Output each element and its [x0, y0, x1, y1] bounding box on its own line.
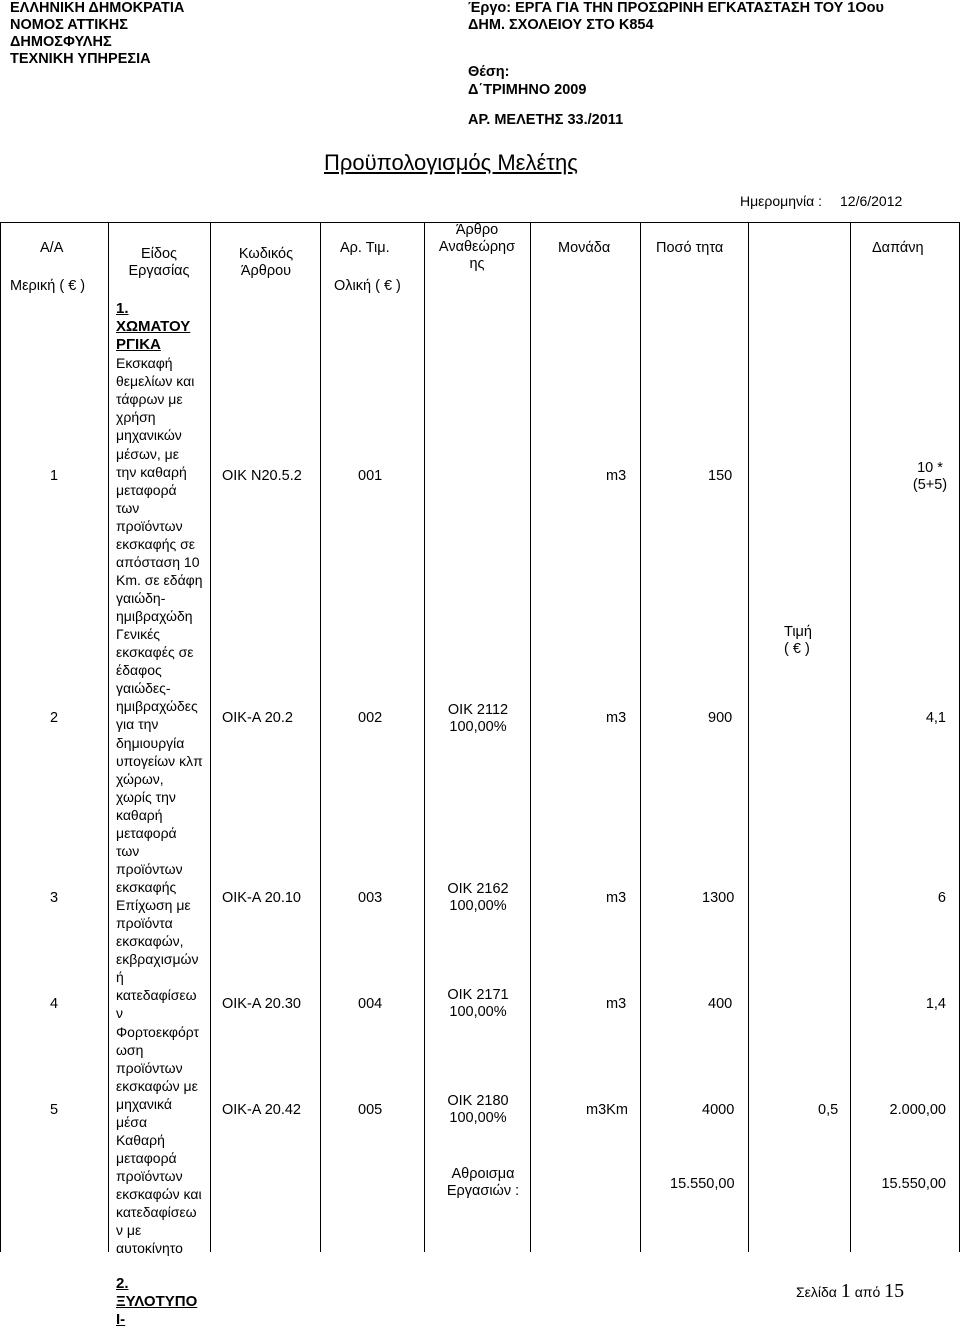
row-code: ΟΙΚ-Α 20.2 [222, 710, 293, 726]
org-line: ΔΗΜΟΣΦΥΛΗΣ [10, 34, 112, 50]
row-price-no: 001 [358, 468, 383, 484]
study-number: ΑΡ. ΜΕΛΕΤΗΣ 33./2011 [468, 112, 624, 128]
work-description [116, 300, 216, 1330]
spacer [116, 1257, 216, 1275]
description-line: Εκσκαφή [116, 355, 173, 372]
description-line: απόσταση 10 [116, 553, 200, 570]
row-code: ΟΙΚ-Α 20.10 [222, 890, 301, 906]
date-value: 12/6/2012 [840, 193, 903, 209]
row-revision [428, 1093, 528, 1127]
row-price: 0,5 [818, 1102, 839, 1118]
org-line: ΤΕΧΝΙΚΗ ΥΠΗΡΕΣΙΑ [10, 51, 151, 67]
col-header-revision-line: Αναθεώρησ [438, 239, 516, 255]
description-line: μέσων, με [116, 445, 179, 462]
row-aa: 5 [50, 1102, 59, 1118]
totals-label-line: Αθροισμα [451, 1166, 515, 1182]
description-line: μηχανικά [116, 1095, 172, 1112]
section-heading: ΧΩΜΑΤΟΥ [116, 318, 191, 336]
col-header-type-line: Εργασίας [128, 263, 190, 279]
column-divider [108, 222, 109, 1252]
col-header-price-no: Αρ. Τιμ. [340, 240, 390, 256]
row-price-no: 002 [358, 710, 383, 726]
description-line: μηχανικών [116, 427, 182, 444]
description-line: προϊόντων [116, 860, 183, 877]
column-divider [320, 222, 321, 1252]
description-line: προϊόντων [116, 517, 183, 534]
row-qty: 1300 [702, 890, 735, 906]
description-line: τάφρων με [116, 391, 183, 408]
column-divider [530, 222, 531, 1252]
description-line: ωση [116, 1041, 144, 1058]
project-title-line2: ΔΗΜ. ΣΧΟΛΕΙΟΥ ΣΤΟ Κ854 [468, 17, 654, 33]
column-divider [850, 222, 851, 1252]
row-revision [428, 987, 528, 1021]
description-line: Επίχωση με [116, 897, 191, 914]
row-revision-pct: 100,00% [449, 1004, 507, 1020]
description-line: Km. σε εδάφη [116, 571, 203, 588]
description-line: γαιώδες- [116, 680, 171, 697]
section-heading: Ι- [116, 1311, 126, 1329]
description-line: δημιουργία [116, 734, 185, 751]
row-revision [428, 881, 528, 915]
project-header [468, 0, 884, 34]
col-header-type [112, 246, 206, 280]
description-line: εκσκαφών, [116, 933, 184, 950]
description-line: υπογείων κλπ [116, 752, 203, 769]
row-qty: 4000 [702, 1102, 735, 1118]
description-line: αυτοκίνητο [116, 1240, 183, 1257]
description-line: ν με [116, 1222, 142, 1239]
description-line: ή [116, 969, 124, 986]
col-header-price [784, 624, 812, 658]
description-line: γαιώδη- [116, 590, 166, 606]
col-header-qty: Ποσό τητα [656, 240, 724, 256]
description-line: Καθαρή [116, 1131, 165, 1148]
row-revision-code: ΟΙΚ 2180 [447, 1093, 509, 1109]
column-divider [640, 222, 641, 1252]
page-number: 1 [840, 1280, 851, 1302]
row-price-no: 004 [358, 996, 383, 1012]
row-revision-code: ΟΙΚ 2112 [447, 702, 509, 718]
col-header-total: Ολική ( € ) [334, 278, 401, 294]
description-line: θεμελίων και [116, 373, 195, 390]
row-revision-pct: 100,00% [449, 1110, 507, 1126]
totals-label [428, 1166, 538, 1200]
quarter-label: Δ΄ΤΡΙΜΗΝΟ 2009 [468, 82, 587, 98]
description-line: των [116, 842, 140, 859]
row-cost-line: (5+5) [912, 477, 948, 493]
org-line: ΕΛΛΗΝΙΚΗ ΔΗΜΟΚΡΑΤΙΑ [10, 0, 185, 16]
description-line: μεταφορά [116, 824, 177, 841]
totals-label-line: Εργασιών : [446, 1183, 520, 1199]
description-line: προϊόντα [116, 915, 173, 932]
description-line: των [116, 499, 140, 516]
description-line: ν [116, 1005, 123, 1022]
section-heading: 1. [116, 300, 129, 317]
description-line: εκσκαφής σε [116, 535, 196, 552]
table-left-border [0, 222, 1, 1252]
row-aa: 3 [50, 890, 59, 906]
row-revision-code: ΟΙΚ 2171 [447, 987, 509, 1003]
page-total: 15 [884, 1280, 905, 1302]
of-word: από [854, 1284, 881, 1300]
row-price-no: 005 [358, 1102, 383, 1118]
page-word: Σελίδα [796, 1284, 837, 1300]
row-aa: 1 [50, 468, 59, 484]
description-line: μεταφορά [116, 481, 177, 498]
col-header-revision-line: Άρθρο [455, 222, 499, 238]
description-line: κατεδαφίσεω [116, 1204, 197, 1221]
col-header-aa: Α/Α [40, 240, 64, 256]
row-cost [900, 460, 960, 494]
section-heading: 2. [116, 1275, 129, 1293]
col-header-price-line: Τιμή [784, 624, 812, 640]
row-qty: 150 [708, 468, 733, 484]
row-price-no: 003 [358, 890, 383, 906]
row-unit: m3 [606, 710, 627, 726]
col-header-type-line: Είδος [140, 246, 178, 262]
description-line: χώρων, [116, 770, 164, 787]
col-header-code-line: Άρθρου [240, 263, 292, 279]
description-line: εκσκαφών με [116, 1077, 198, 1094]
col-header-partial: Μερική ( € ) [10, 278, 86, 294]
row-qty: 900 [708, 710, 733, 726]
description-line: μεταφορά [116, 1149, 177, 1166]
row-revision-pct: 100,00% [449, 719, 507, 735]
totals-partial: 15.550,00 [670, 1176, 735, 1192]
description-line: την καθαρή [116, 463, 187, 480]
description-line: Γενικές [116, 626, 161, 643]
row-code: ΟΙΚ Ν20.5.2 [222, 468, 302, 484]
section-heading: ΡΓΙΚΑ [116, 336, 161, 354]
date-label: Ημερομηνία : [740, 193, 823, 209]
col-header-unit: Μονάδα [558, 240, 611, 256]
description-line: μέσα [116, 1113, 148, 1130]
description-line: εκσκαφές σε [116, 644, 194, 661]
description-line: ημιβραχώδη [116, 608, 193, 625]
description-line: κατεδαφίσεω [116, 987, 197, 1004]
col-header-revision-line: ης [469, 256, 485, 272]
row-unit: m3Km [586, 1102, 628, 1118]
row-cost: 1,4 [925, 996, 946, 1012]
row-aa: 2 [50, 710, 59, 726]
row-cost-line: 10 * [917, 460, 943, 476]
col-header-code-line: Κωδικός [238, 246, 294, 262]
row-revision-code: ΟΙΚ 2162 [447, 881, 509, 897]
col-header-revision [428, 222, 526, 273]
row-cost: 4,1 [925, 710, 946, 726]
page-title: Προϋπολογισμός Μελέτης [324, 150, 578, 175]
description-line: προϊόντων [116, 1059, 183, 1076]
description-line: εκσκαφής [116, 879, 177, 895]
description-line: εκσκαφών και [116, 1186, 202, 1203]
description-line: καθαρή [116, 806, 163, 823]
section-heading: ΞΥΛΟΤΥΠΟ [116, 1293, 198, 1311]
row-unit: m3 [606, 996, 627, 1012]
description-line: Φορτοεκφόρτ [116, 1023, 200, 1040]
col-header-price-line: ( € ) [784, 641, 810, 657]
position-label: Θέση: [468, 64, 510, 80]
org-line: ΝΟΜΟΣ ΑΤΤΙΚΗΣ [10, 17, 128, 33]
column-divider [748, 222, 749, 1252]
col-header-code [214, 246, 318, 280]
description-line: χωρίς την [116, 788, 176, 805]
description-line: προϊόντων [116, 1168, 183, 1184]
row-code: ΟΙΚ-Α 20.30 [222, 996, 301, 1012]
row-revision [428, 702, 528, 736]
row-cost: 2.000,00 [889, 1102, 946, 1118]
org-header [10, 0, 184, 68]
row-revision-pct: 100,00% [449, 898, 507, 914]
row-cost: 6 [937, 890, 946, 906]
description-body [116, 354, 216, 1257]
totals-total: 15.550,00 [881, 1176, 946, 1192]
description-line: ημιβραχώδες [116, 698, 198, 715]
column-divider [424, 222, 425, 1252]
row-unit: m3 [606, 890, 627, 906]
project-title-line1: Έργο: ΕΡΓΑ ΓΙΑ ΤΗΝ ΠΡΟΣΩΡΙΝΗ ΕΓΚΑΤΑΣΤΑΣΗ ΤΟΥ 1Οου [468, 0, 884, 16]
row-aa: 4 [50, 996, 59, 1012]
row-code: ΟΙΚ-Α 20.42 [222, 1102, 301, 1118]
description-line: για την [116, 716, 159, 733]
col-header-cost: Δαπάνη [872, 240, 924, 256]
row-unit: m3 [606, 468, 627, 484]
description-line: εκβραχισμών [116, 951, 199, 968]
description-line: χρήση [116, 409, 156, 426]
row-qty: 400 [708, 996, 733, 1012]
description-line: έδαφος [116, 662, 162, 679]
